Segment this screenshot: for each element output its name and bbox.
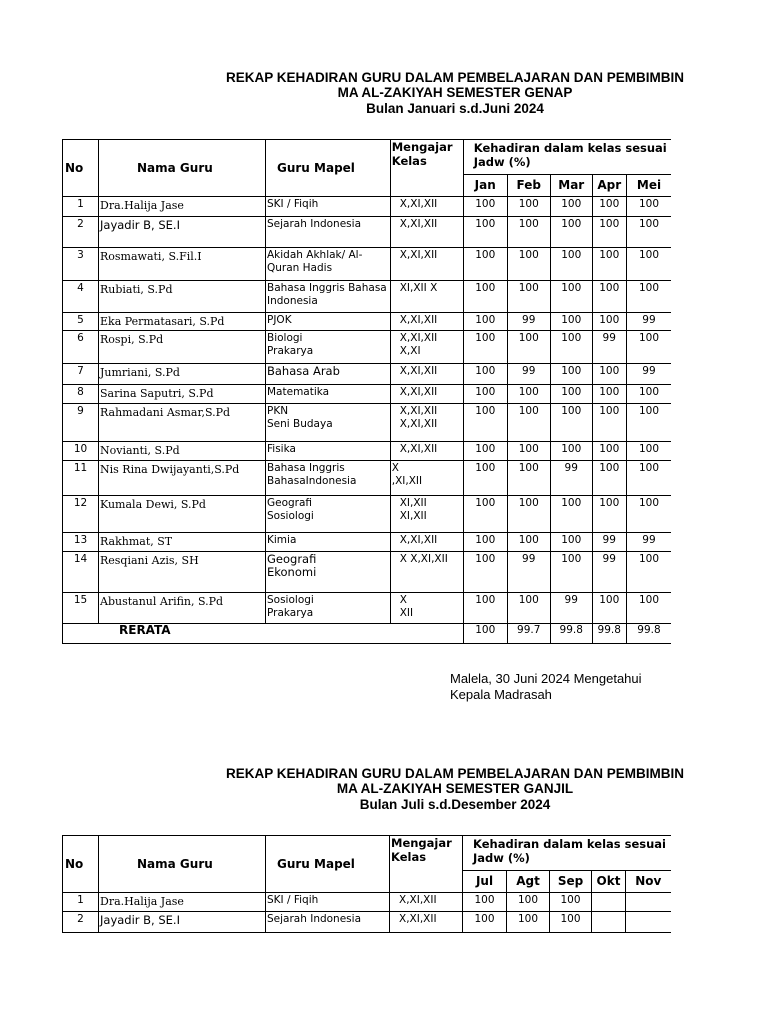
cell-mengajar-kelas: X,XI,XII	[390, 893, 463, 912]
cell-guru-mapel: Sejarah Indonesia	[266, 217, 391, 248]
table-row	[63, 313, 672, 331]
cell-nama-guru: Eka Permatasari, S.Pd	[99, 313, 266, 331]
cell-nama-guru: Resqiani Azis, SH	[99, 552, 266, 593]
cell-value-mar: 99	[550, 461, 592, 496]
cell-no: 6	[63, 331, 99, 364]
month-mar: Mar	[550, 175, 592, 197]
cell-mengajar-kelas: XI,XII XI,XII	[390, 496, 463, 533]
cell-value-mei: 100	[626, 197, 671, 217]
cell-mengajar-kelas: X,XI,XII	[390, 912, 463, 933]
signature-place-date: Malela, 30 Juni 2024 Mengetahui	[450, 671, 642, 686]
attendance-table-semester-genap	[62, 139, 671, 644]
rerata-label: RERATA	[63, 624, 464, 644]
table2-title: REKAP KEHADIRAN GURU DALAM PEMBELAJARAN DAN PEMBIMBIN	[225, 766, 684, 781]
cell-value-apr: 99	[592, 533, 626, 552]
cell-value-feb: 100	[507, 385, 550, 404]
cell-value-feb: 100	[507, 281, 550, 313]
cell-nama-guru: Rahmadani Asmar,S.Pd	[99, 404, 266, 442]
table1-period: Bulan Januari s.d.Juni 2024	[366, 101, 544, 116]
cell-guru-mapel: Fisika	[266, 442, 391, 461]
cell-value-jan: 100	[463, 385, 507, 404]
cell-value-mei: 100	[626, 496, 671, 533]
cell-value-sep: 100	[550, 912, 592, 933]
month-agt: Agt	[507, 871, 550, 893]
cell-nama-guru: Rosmawati, S.Fil.I	[99, 248, 266, 281]
cell-guru-mapel: Bahasa Arab	[266, 364, 391, 385]
cell-guru-mapel: Bahasa Inggris Bahasa Indonesia	[266, 281, 391, 313]
cell-value-apr: 100	[592, 593, 626, 624]
cell-no: 1	[63, 197, 99, 217]
cell-value-agt: 100	[507, 912, 550, 933]
cell-nama-guru: Novianti, S.Pd	[99, 442, 266, 461]
cell-guru-mapel: SKI / Fiqih	[266, 197, 391, 217]
cell-value-feb: 100	[507, 197, 550, 217]
cell-mengajar-kelas: X,XI,XII	[390, 442, 463, 461]
table-row	[63, 364, 672, 385]
cell-no: 1	[63, 893, 99, 912]
cell-value-mar: 100	[550, 404, 592, 442]
cell-value-mei: 100	[626, 281, 671, 313]
cell-mengajar-kelas: X,XI,XII	[390, 197, 463, 217]
table1-title: REKAP KEHADIRAN GURU DALAM PEMBELAJARAN DAN PEMBIMBIN	[225, 70, 684, 85]
cell-guru-mapel: Biologi Prakarya	[266, 331, 391, 364]
cell-value-jan: 100	[463, 331, 507, 364]
cell-value-apr: 100	[592, 461, 626, 496]
cell-value-mei: 100	[626, 404, 671, 442]
cell-value-jan: 100	[463, 313, 507, 331]
cell-value-mar: 100	[550, 385, 592, 404]
cell-no: 2	[63, 912, 99, 933]
cell-value-mei: 100	[626, 593, 671, 624]
table2-period: Bulan Juli s.d.Desember 2024	[359, 797, 551, 812]
cell-no: 4	[63, 281, 99, 313]
cell-value-mei: 100	[626, 461, 671, 496]
rerata-value-feb: 99.7	[507, 624, 550, 644]
cell-value-mar: 100	[550, 496, 592, 533]
cell-mengajar-kelas: X,XI,XII	[390, 313, 463, 331]
cell-value-mar: 100	[550, 197, 592, 217]
cell-guru-mapel: Sejarah Indonesia	[266, 912, 390, 933]
cell-value-jan: 100	[463, 442, 507, 461]
cell-value-mei: 99	[626, 313, 671, 331]
table-row	[63, 461, 672, 496]
cell-mengajar-kelas: X,XI,XII X,XI,XII	[390, 404, 463, 442]
rerata-value-apr: 99.8	[592, 624, 626, 644]
cell-value-jan: 100	[463, 197, 507, 217]
cell-value-feb: 100	[507, 248, 550, 281]
cell-guru-mapel: Sosiologi Prakarya	[266, 593, 391, 624]
cell-value-mar: 100	[550, 552, 592, 593]
cell-value-mar: 100	[550, 442, 592, 461]
cell-guru-mapel: Matematika	[266, 385, 391, 404]
cell-mengajar-kelas: XI,XII X	[390, 281, 463, 313]
cell-value-apr: 100	[592, 404, 626, 442]
attendance-table-semester-ganjil	[62, 835, 671, 933]
cell-guru-mapel: Kimia	[266, 533, 391, 552]
cell-nama-guru: Nis Rina Dwijayanti,S.Pd	[99, 461, 266, 496]
table-row	[63, 217, 672, 248]
cell-no: 9	[63, 404, 99, 442]
cell-value-mar: 100	[550, 217, 592, 248]
cell-no: 7	[63, 364, 99, 385]
header-guru-mapel: Guru Mapel	[266, 140, 391, 197]
header-nama-guru: Nama Guru	[99, 836, 266, 893]
cell-value-jan: 100	[463, 552, 507, 593]
cell-no: 15	[63, 593, 99, 624]
cell-value-mei: 100	[626, 217, 671, 248]
cell-value-jul: 100	[463, 912, 507, 933]
cell-no: 10	[63, 442, 99, 461]
cell-nama-guru: Jayadir B, SE.I	[99, 912, 266, 933]
cell-value-apr: 100	[592, 248, 626, 281]
rerata-row	[63, 624, 672, 644]
rerata-value-mar: 99.8	[550, 624, 592, 644]
cell-value-jan: 100	[463, 281, 507, 313]
cell-value-feb: 100	[507, 461, 550, 496]
cell-no: 14	[63, 552, 99, 593]
cell-value-feb: 100	[507, 442, 550, 461]
cell-mengajar-kelas: X,XI,XII	[390, 385, 463, 404]
table-row	[63, 552, 672, 593]
cell-value-nov	[626, 912, 671, 933]
cell-value-apr: 100	[592, 496, 626, 533]
cell-value-sep: 100	[550, 893, 592, 912]
table-row	[63, 912, 671, 933]
cell-nama-guru: Dra.Halija Jase	[99, 893, 266, 912]
header-row	[63, 140, 672, 175]
cell-value-mei: 100	[626, 442, 671, 461]
cell-value-mei: 100	[626, 385, 671, 404]
cell-value-apr: 100	[592, 442, 626, 461]
header-no: No	[63, 140, 99, 197]
cell-value-feb: 99	[507, 313, 550, 331]
cell-value-feb: 100	[507, 331, 550, 364]
cell-nama-guru: Rubiati, S.Pd	[99, 281, 266, 313]
cell-value-jan: 100	[463, 461, 507, 496]
cell-no: 12	[63, 496, 99, 533]
cell-mengajar-kelas: X,XI,XII	[390, 533, 463, 552]
cell-mengajar-kelas: X,XI,XII	[390, 217, 463, 248]
cell-mengajar-kelas: X X,XI,XII	[390, 552, 463, 593]
table-row	[63, 442, 672, 461]
month-nov: Nov	[626, 871, 671, 893]
table-row	[63, 331, 672, 364]
cell-value-apr: 100	[592, 364, 626, 385]
cell-mengajar-kelas: X ,XI,XII	[390, 461, 463, 496]
cell-value-agt: 100	[507, 893, 550, 912]
cell-nama-guru: Rospi, S.Pd	[99, 331, 266, 364]
cell-value-mei: 99	[626, 364, 671, 385]
cell-value-okt	[592, 912, 626, 933]
cell-value-mar: 100	[550, 313, 592, 331]
rerata-value-mei: 99.8	[626, 624, 671, 644]
cell-value-apr: 100	[592, 281, 626, 313]
table-row	[63, 533, 672, 552]
table-row	[63, 593, 672, 624]
header-mengajar-kelas: Mengajar Kelas	[390, 836, 463, 893]
table-row	[63, 496, 672, 533]
cell-value-mei: 100	[626, 552, 671, 593]
cell-value-mei: 100	[626, 248, 671, 281]
month-okt: Okt	[592, 871, 626, 893]
cell-value-jan: 100	[463, 533, 507, 552]
cell-no: 5	[63, 313, 99, 331]
cell-value-feb: 99	[507, 364, 550, 385]
cell-guru-mapel: SKI / Fiqih	[266, 893, 390, 912]
cell-value-jan: 100	[463, 593, 507, 624]
cell-value-mar: 100	[550, 364, 592, 385]
cell-no: 11	[63, 461, 99, 496]
cell-mengajar-kelas: X,XI,XII X,XI	[390, 331, 463, 364]
cell-value-mar: 100	[550, 248, 592, 281]
cell-guru-mapel: Geografi Ekonomi	[266, 552, 391, 593]
cell-nama-guru: Kumala Dewi, S.Pd	[99, 496, 266, 533]
cell-no: 13	[63, 533, 99, 552]
header-nama-guru: Nama Guru	[99, 140, 266, 197]
cell-mengajar-kelas: X,XI,XII	[390, 248, 463, 281]
cell-value-feb: 99	[507, 552, 550, 593]
table-row	[63, 893, 671, 912]
cell-value-apr: 100	[592, 313, 626, 331]
month-jul: Jul	[463, 871, 507, 893]
header-mengajar-kelas: Mengajar Kelas	[390, 140, 463, 197]
cell-value-jul: 100	[463, 893, 507, 912]
month-jan: Jan	[463, 175, 507, 197]
cell-value-apr: 100	[592, 217, 626, 248]
cell-nama-guru: Jayadir B, SE.I	[99, 217, 266, 248]
cell-value-apr: 99	[592, 552, 626, 593]
header-kehadiran: Kehadiran dalam kelas sesuai Jadw (%)	[463, 836, 671, 871]
cell-guru-mapel: PKN Seni Budaya	[266, 404, 391, 442]
cell-no: 8	[63, 385, 99, 404]
cell-guru-mapel: Bahasa Inggris BahasaIndonesia	[266, 461, 391, 496]
cell-value-mar: 100	[550, 533, 592, 552]
cell-value-jan: 100	[463, 364, 507, 385]
cell-value-okt	[592, 893, 626, 912]
cell-guru-mapel: Geografi Sosiologi	[266, 496, 391, 533]
cell-value-mei: 99	[626, 533, 671, 552]
cell-value-mei: 100	[626, 331, 671, 364]
table-row	[63, 404, 672, 442]
cell-mengajar-kelas: X XII	[390, 593, 463, 624]
month-mei: Mei	[626, 175, 671, 197]
table-row	[63, 197, 672, 217]
cell-value-jan: 100	[463, 404, 507, 442]
cell-nama-guru: Dra.Halija Jase	[99, 197, 266, 217]
header-kehadiran: Kehadiran dalam kelas sesuai Jadw (%)	[463, 140, 671, 175]
cell-nama-guru: Jumriani, S.Pd	[99, 364, 266, 385]
table2-school: MA AL-ZAKIYAH SEMESTER GANJIL	[336, 781, 574, 796]
month-feb: Feb	[507, 175, 550, 197]
cell-value-mar: 100	[550, 331, 592, 364]
cell-no: 2	[63, 217, 99, 248]
cell-value-feb: 100	[507, 217, 550, 248]
signature-title: Kepala Madrasah	[450, 687, 552, 702]
cell-value-nov	[626, 893, 671, 912]
header-guru-mapel: Guru Mapel	[266, 836, 390, 893]
cell-nama-guru: Rakhmat, ST	[99, 533, 266, 552]
cell-value-feb: 100	[507, 593, 550, 624]
cell-no: 3	[63, 248, 99, 281]
month-apr: Apr	[592, 175, 626, 197]
table-row	[63, 281, 672, 313]
cell-value-mar: 99	[550, 593, 592, 624]
cell-value-apr: 99	[592, 331, 626, 364]
cell-value-feb: 100	[507, 533, 550, 552]
header-row	[63, 836, 671, 871]
cell-mengajar-kelas: X,XI,XII	[390, 364, 463, 385]
table-row	[63, 248, 672, 281]
cell-value-jan: 100	[463, 248, 507, 281]
header-no: No	[63, 836, 99, 893]
cell-value-mar: 100	[550, 281, 592, 313]
table1-school: MA AL-ZAKIYAH SEMESTER GENAP	[337, 85, 573, 100]
cell-guru-mapel: Akidah Akhlak/ Al- Quran Hadis	[266, 248, 391, 281]
cell-value-apr: 100	[592, 385, 626, 404]
cell-nama-guru: Sarina Saputri, S.Pd	[99, 385, 266, 404]
cell-value-feb: 100	[507, 496, 550, 533]
cell-value-feb: 100	[507, 404, 550, 442]
cell-value-jan: 100	[463, 496, 507, 533]
cell-value-jan: 100	[463, 217, 507, 248]
cell-guru-mapel: PJOK	[266, 313, 391, 331]
cell-nama-guru: Abustanul Arifin, S.Pd	[99, 593, 266, 624]
rerata-value-jan: 100	[463, 624, 507, 644]
cell-value-apr: 100	[592, 197, 626, 217]
month-sep: Sep	[550, 871, 592, 893]
table-row	[63, 385, 672, 404]
